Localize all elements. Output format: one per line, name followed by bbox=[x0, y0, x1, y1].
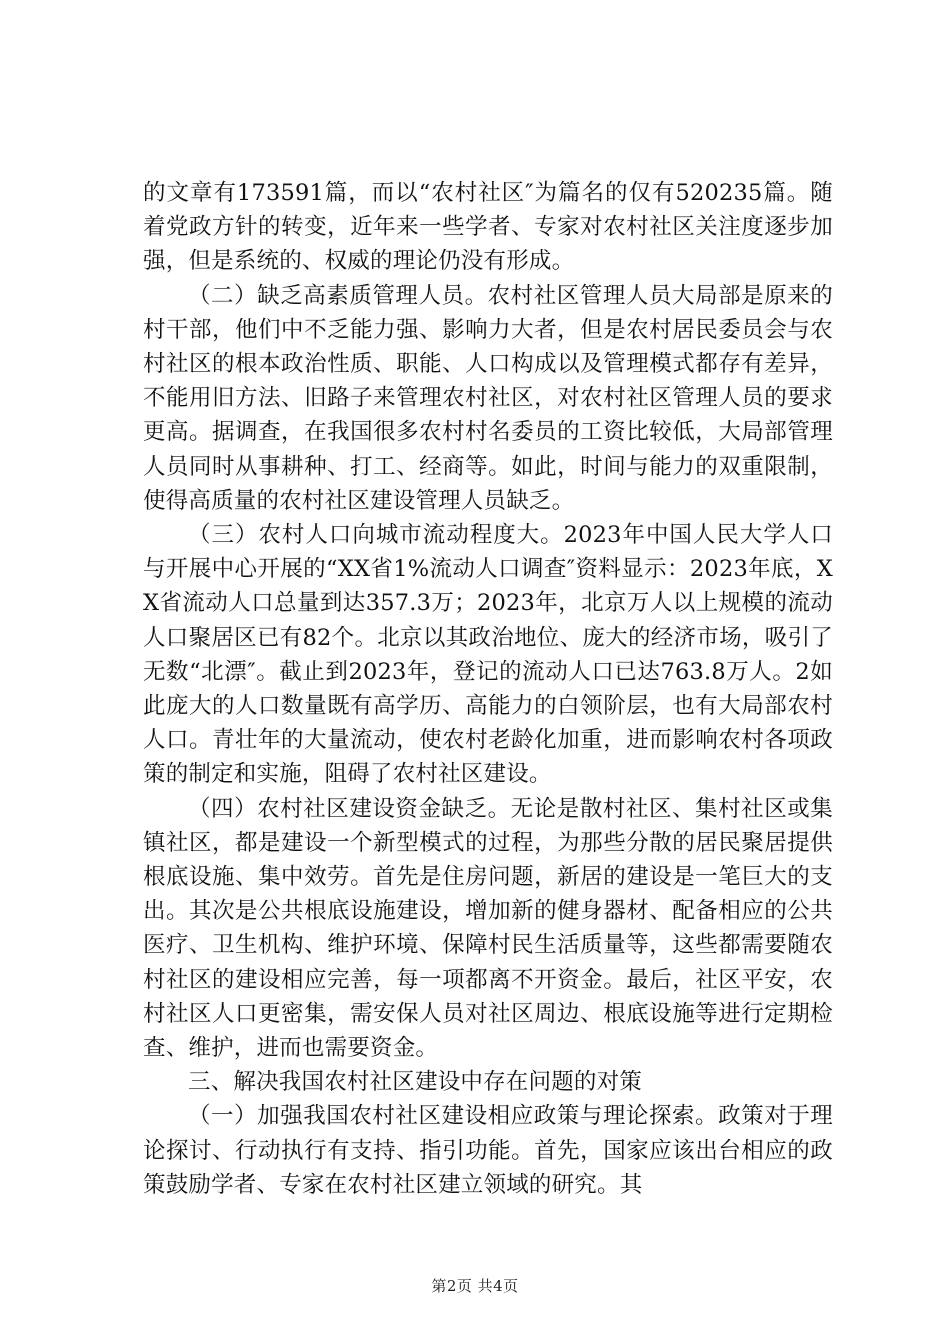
paragraph-funding-shortage: （四）农村社区建设资金缺乏。无论是散村社区、集村社区或集镇社区，都是建设一个新型模式的过程，为那些分散的居民聚居提供根底设施、集中效劳。首先是住房问题，新居的建设是一笔巨大的支出。其次是公共根底设施建设，增加新的健身器材、配备相应的公共医疗、卫生机构、维护环境、保障村民生活质量等，这些都需要随农村社区的建设相应完善，每一项都离不开资金。最后，社区平安，农村社区人口更密集，需安保人员对社区周边、根底设施等进行定期检查、维护，进而也需要资金。 bbox=[143, 795, 833, 1062]
paragraph-continuation: 的文章有173591篇，而以“农村社区″为篇名的仅有520235篇。随着党政方针的转变，近年来一些学者、专家对农村社区关注度逐步加强，但是系统的、权威的理论仍没有形成。 bbox=[143, 180, 833, 275]
section-heading: 三、解决我国农村社区建设中存在问题的对策 bbox=[188, 1069, 643, 1096]
page-number-footer: 第2页 共4页 bbox=[431, 1277, 519, 1295]
paragraph-management-staff: （二）缺乏高素质管理人员。农村社区管理人员大局部是原来的村干部，他们中不乏能力强、影响力大者，但是农村居民委员会与农村社区的根本政治性质、职能、人口构成以及管理模式都存有差异，不能用旧方法、旧路子来管理农村社区，对农村社区管理人员的要求更高。据调查，在我国很多农村村名委员的工资比较低，大局部管理人员同时从事耕种、打工、经商等。如此，时间与能力的双重限制，使得高质量的农村社区建设管理人员缺乏。 bbox=[143, 282, 833, 514]
document-body bbox=[143, 176, 833, 1202]
paragraph-population-flow: （三）农村人口向城市流动程度大。2023年中国人民大学人口与开展中心开展的“XX省1%流动人口调查″资料显示：2023年底，XX省流动人口总量到达357.3万；2023年，北京万人以上规模的流动人口聚居区已有82个。北京以其政治地位、庞大的经济市场，吸引了无数“北漂″。截止到2023年，登记的流动人口已达763.8万人。2如此庞大的人口数量既有高学历、高能力的白领阶层，也有大局部农村人口。青壮年的大量流动，使农村老龄化加重，进而影响农村各项政策的制定和实施，阻碍了农村社区建设。 bbox=[143, 522, 833, 788]
paragraph-policy-theory: （一）加强我国农村社区建设相应政策与理论探索。政策对于理论探讨、行动执行有支持、指引功能。首先，国家应该出台相应的政策鼓励学者、专家在农村社区建立领域的研究。其 bbox=[143, 1103, 833, 1198]
